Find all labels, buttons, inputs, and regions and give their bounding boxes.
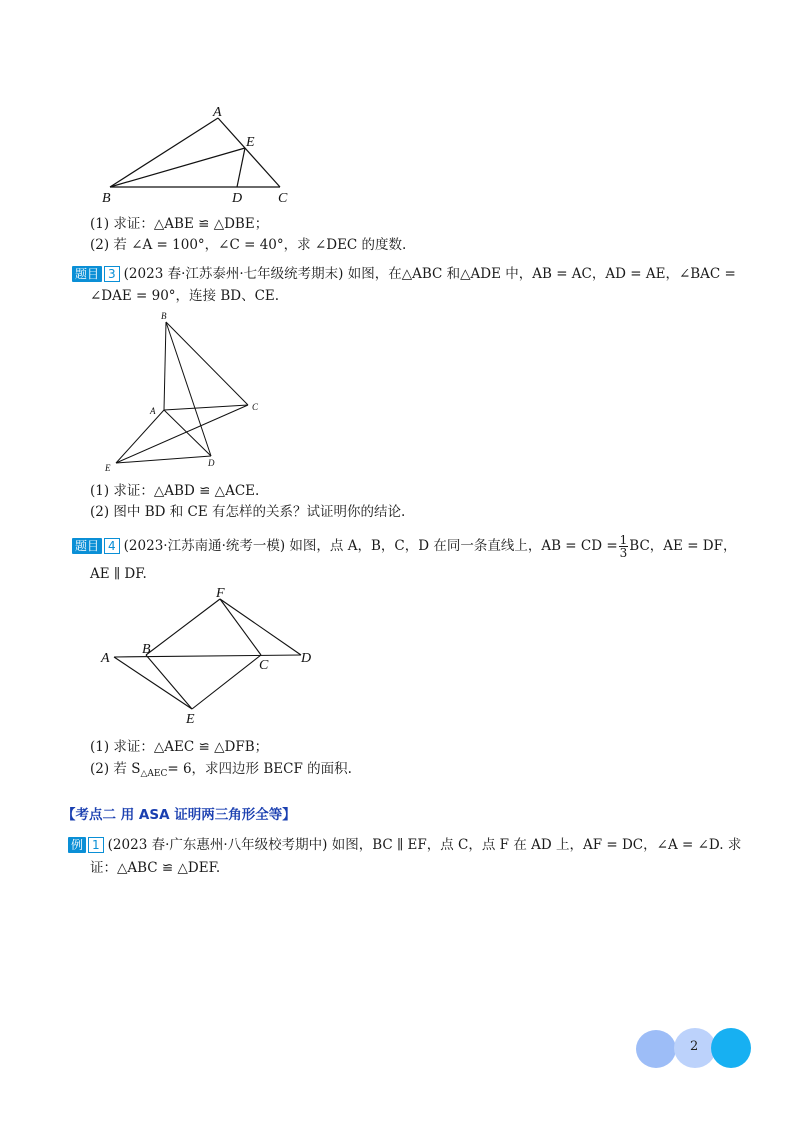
q4-line1 (72, 534, 737, 559)
q4-part2a: (2) 若 S (90, 761, 141, 777)
q4-text1b: BC，AE = DF， (629, 538, 737, 554)
section-title: 【考点二 用 ASA 证明两三角形全等】 (62, 807, 296, 823)
label-d: D (208, 458, 215, 468)
q2-part1: (1) 求证：△ABE ≌ △DBE； (90, 216, 269, 232)
label-b: B (161, 311, 167, 321)
label-a: A (213, 105, 222, 120)
frac-den: 3 (619, 546, 628, 560)
label-c: C (252, 402, 259, 412)
ex1-line2: 证：△ABC ≌ △DEF. (90, 860, 221, 876)
q3-tag: 题目 (72, 266, 102, 282)
q3-num: 3 (104, 266, 120, 282)
label-e: E (105, 463, 111, 473)
q4-num: 4 (104, 538, 120, 554)
q4-part1: (1) 求证：△AEC ≌ △DFB； (90, 739, 269, 755)
figure-q3 (100, 308, 280, 478)
q4-line2: AE ∥ DF. (90, 566, 147, 582)
q4-tag: 题目 (72, 538, 102, 554)
footer-circle-right (711, 1028, 751, 1068)
ex1-tag: 例 (68, 837, 86, 853)
q3-line2: ∠DAE = 90°，连接 BD、CE. (90, 288, 280, 304)
footer-circle-left (636, 1030, 676, 1068)
figure-triangle-abe (96, 100, 296, 210)
fraction-one-third (619, 534, 629, 559)
ex1-num: 1 (88, 837, 104, 853)
q4-part2 (90, 760, 352, 783)
label-b: B (142, 642, 151, 657)
q4-part2b: = 6，求四边形 BECF 的面积. (167, 761, 352, 777)
label-a: A (150, 406, 156, 416)
label-d: D (232, 191, 243, 206)
label-d: D (301, 651, 312, 666)
ex1-line1 (68, 836, 741, 854)
frac-num: 1 (619, 533, 628, 547)
q3-part2: (2) 图中 BD 和 CE 有怎样的关系？试证明你的结论. (90, 504, 406, 520)
label-e: E (246, 135, 255, 150)
label-c: C (278, 191, 288, 206)
q3-part1: (1) 求证：△ABD ≌ △ACE. (90, 483, 260, 499)
label-c: C (259, 658, 269, 673)
label-a: A (101, 651, 110, 666)
q4-part2-sub: △AEC (140, 769, 168, 779)
label-e: E (186, 712, 195, 727)
q4-text1a: (2023·江苏南通·统考一模) 如图，点 A，B，C，D 在同一条直线上，AB = CD = (123, 538, 618, 554)
figure-q4 (96, 585, 326, 730)
q2-part2: (2) 若 ∠A = 100°，∠C = 40°，求 ∠DEC 的度数. (90, 237, 407, 253)
page-number: 2 (690, 1039, 699, 1054)
label-b: B (102, 191, 111, 206)
label-f: F (216, 586, 225, 601)
q3-text1: (2023 春·江苏泰州·七年级统考期末) 如图，在△ABC 和△ADE 中，AB = AC，AD = AE，∠BAC = (123, 266, 736, 282)
ex1-text1: (2023 春·广东惠州·八年级校考期中) 如图，BC ∥ EF，点 C，点 F 在 AD 上，AF = DC，∠A = ∠D. 求 (107, 837, 742, 853)
q3-line1 (72, 265, 736, 283)
